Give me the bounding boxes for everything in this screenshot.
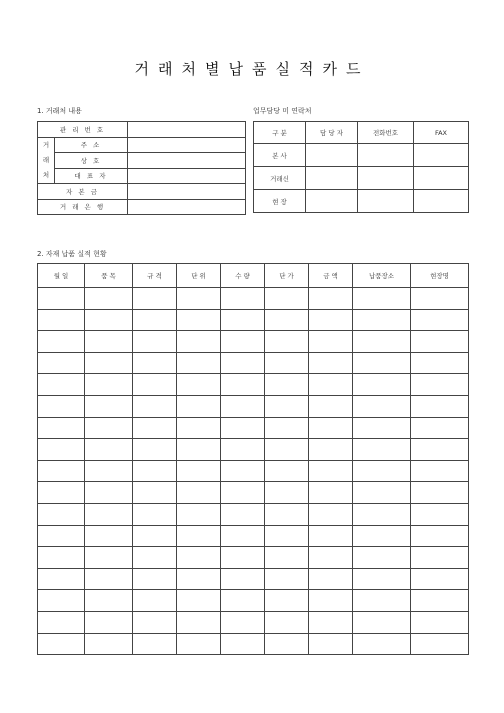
table-cell[interactable] — [85, 482, 133, 504]
table-cell[interactable] — [133, 525, 177, 547]
table-cell[interactable] — [309, 568, 353, 590]
table-cell[interactable] — [411, 417, 469, 439]
table-cell[interactable] — [411, 288, 469, 310]
delivery-header-cell: 단 위 — [177, 264, 221, 288]
section-1-label: 1. 거래처 내용 — [37, 107, 82, 115]
table-cell[interactable] — [177, 460, 221, 482]
table-cell[interactable] — [221, 331, 265, 353]
table-cell[interactable] — [85, 590, 133, 612]
table-cell[interactable] — [265, 352, 309, 374]
table-cell[interactable] — [309, 460, 353, 482]
table-cell[interactable] — [85, 309, 133, 331]
bank-value[interactable] — [128, 199, 246, 215]
table-cell[interactable] — [133, 547, 177, 569]
table-cell[interactable] — [38, 633, 85, 655]
table-cell[interactable] — [353, 611, 411, 633]
address-label: 주 소 — [55, 137, 128, 153]
table-cell[interactable] — [38, 309, 85, 331]
table-cell[interactable] — [133, 288, 177, 310]
table-cell[interactable] — [411, 352, 469, 374]
table-cell[interactable] — [133, 633, 177, 655]
contact-cell[interactable] — [414, 190, 469, 213]
table-cell[interactable] — [265, 417, 309, 439]
delivery-header-row — [38, 264, 469, 288]
table-cell[interactable] — [133, 611, 177, 633]
table-cell[interactable] — [133, 417, 177, 439]
table-cell[interactable] — [221, 568, 265, 590]
contact-cell[interactable] — [358, 190, 414, 213]
table-cell[interactable] — [85, 503, 133, 525]
company-label: 상 호 — [55, 153, 128, 169]
company-value[interactable] — [128, 153, 246, 169]
table-row — [38, 568, 469, 590]
table-cell[interactable] — [309, 309, 353, 331]
table-cell[interactable] — [411, 395, 469, 417]
table-cell[interactable] — [309, 395, 353, 417]
table-row — [38, 288, 469, 310]
table-cell[interactable] — [411, 309, 469, 331]
table-cell[interactable] — [177, 374, 221, 396]
table-cell[interactable] — [38, 590, 85, 612]
table-cell[interactable] — [265, 309, 309, 331]
table-cell[interactable] — [38, 331, 85, 353]
table-cell[interactable] — [353, 547, 411, 569]
table-cell[interactable] — [353, 395, 411, 417]
table-row — [38, 460, 469, 482]
contact-cell[interactable] — [414, 144, 469, 167]
contact-header-cell: 구 분 — [254, 122, 306, 144]
table-cell[interactable] — [309, 331, 353, 353]
table-cell[interactable] — [221, 439, 265, 461]
table-cell[interactable] — [85, 331, 133, 353]
client-group-char-1: 거 — [42, 140, 50, 149]
table-cell[interactable] — [38, 568, 85, 590]
section-2-label: 2. 자재 납품 실적 현황 — [37, 250, 107, 258]
contact-header-cell: 전화번호 — [358, 122, 414, 144]
table-cell[interactable] — [411, 568, 469, 590]
table-cell[interactable] — [221, 417, 265, 439]
table-cell[interactable] — [221, 525, 265, 547]
table-row — [38, 525, 469, 547]
delivery-body — [38, 288, 469, 655]
table-cell[interactable] — [38, 417, 85, 439]
table-cell[interactable] — [309, 417, 353, 439]
table-cell[interactable] — [38, 525, 85, 547]
contact-cell[interactable] — [306, 190, 358, 213]
table-cell[interactable] — [221, 611, 265, 633]
table-cell[interactable] — [38, 611, 85, 633]
table-cell[interactable] — [353, 590, 411, 612]
table-cell[interactable] — [411, 633, 469, 655]
table-cell[interactable] — [309, 482, 353, 504]
client-row-capital — [38, 184, 246, 200]
delivery-header-cell: 현장명 — [411, 264, 469, 288]
client-row-mgmt-no — [38, 122, 246, 138]
contact-table — [253, 121, 469, 213]
table-cell[interactable] — [85, 633, 133, 655]
table-row — [38, 395, 469, 417]
table-cell[interactable] — [411, 525, 469, 547]
table-cell[interactable] — [221, 374, 265, 396]
table-cell[interactable] — [265, 439, 309, 461]
contact-row-label: 본 사 — [254, 144, 306, 167]
table-cell[interactable] — [177, 482, 221, 504]
table-cell[interactable] — [309, 374, 353, 396]
table-cell[interactable] — [221, 633, 265, 655]
ceo-label: 대 표 자 — [55, 168, 128, 184]
table-cell[interactable] — [221, 288, 265, 310]
table-cell[interactable] — [309, 503, 353, 525]
table-cell[interactable] — [85, 568, 133, 590]
table-cell[interactable] — [353, 482, 411, 504]
ceo-value[interactable] — [128, 168, 246, 184]
table-cell[interactable] — [133, 309, 177, 331]
table-cell[interactable] — [38, 439, 85, 461]
table-cell[interactable] — [353, 503, 411, 525]
table-cell[interactable] — [265, 590, 309, 612]
table-cell[interactable] — [133, 395, 177, 417]
table-cell[interactable] — [177, 568, 221, 590]
table-row — [38, 503, 469, 525]
table-cell[interactable] — [411, 460, 469, 482]
table-cell[interactable] — [177, 439, 221, 461]
table-cell[interactable] — [411, 590, 469, 612]
table-cell[interactable] — [133, 352, 177, 374]
contact-row-client — [254, 167, 469, 190]
client-group-label — [38, 137, 55, 184]
contact-cell[interactable] — [414, 167, 469, 190]
table-cell[interactable] — [309, 288, 353, 310]
table-cell[interactable] — [177, 503, 221, 525]
table-cell[interactable] — [353, 633, 411, 655]
table-cell[interactable] — [38, 547, 85, 569]
table-cell[interactable] — [411, 503, 469, 525]
table-cell[interactable] — [309, 439, 353, 461]
table-cell[interactable] — [85, 374, 133, 396]
table-cell[interactable] — [221, 503, 265, 525]
contact-header-cell: 담 당 자 — [306, 122, 358, 144]
table-cell[interactable] — [309, 633, 353, 655]
client-row-address — [38, 137, 246, 153]
table-cell[interactable] — [265, 374, 309, 396]
client-group-char-2: 래 — [42, 155, 50, 164]
table-cell[interactable] — [177, 590, 221, 612]
table-cell[interactable] — [353, 331, 411, 353]
delivery-header-cell: 월 일 — [38, 264, 85, 288]
delivery-header-cell: 단 가 — [265, 264, 309, 288]
table-cell[interactable] — [221, 482, 265, 504]
table-cell[interactable] — [177, 309, 221, 331]
table-row — [38, 482, 469, 504]
table-cell[interactable] — [85, 417, 133, 439]
table-cell[interactable] — [38, 374, 85, 396]
table-cell[interactable] — [177, 417, 221, 439]
table-cell[interactable] — [353, 525, 411, 547]
table-cell[interactable] — [85, 439, 133, 461]
table-cell[interactable] — [265, 331, 309, 353]
contact-row-site — [254, 190, 469, 213]
table-cell[interactable] — [265, 503, 309, 525]
page-title: 거래처별납품실적카드 — [134, 60, 370, 78]
mgmt-no-label: 관 리 번 호 — [38, 122, 128, 138]
table-cell[interactable] — [265, 568, 309, 590]
client-row-bank — [38, 199, 246, 215]
table-row — [38, 309, 469, 331]
contact-cell[interactable] — [306, 144, 358, 167]
table-row — [38, 439, 469, 461]
delivery-header-cell: 품 목 — [85, 264, 133, 288]
table-cell[interactable] — [177, 633, 221, 655]
table-cell[interactable] — [85, 288, 133, 310]
table-row — [38, 590, 469, 612]
delivery-header-cell: 규 격 — [133, 264, 177, 288]
table-cell[interactable] — [133, 374, 177, 396]
table-cell[interactable] — [411, 611, 469, 633]
table-cell[interactable] — [221, 352, 265, 374]
table-row — [38, 417, 469, 439]
table-cell[interactable] — [353, 439, 411, 461]
capital-value[interactable] — [128, 184, 246, 200]
table-cell[interactable] — [411, 482, 469, 504]
client-group-char-3: 처 — [42, 170, 50, 179]
table-row — [38, 331, 469, 353]
table-cell[interactable] — [85, 525, 133, 547]
table-cell[interactable] — [309, 611, 353, 633]
table-cell[interactable] — [265, 288, 309, 310]
contact-section-label: 업무담당 미 연락처 — [253, 107, 312, 115]
contact-row-hq — [254, 144, 469, 167]
table-cell[interactable] — [221, 460, 265, 482]
table-cell[interactable] — [265, 633, 309, 655]
contact-cell[interactable] — [306, 167, 358, 190]
capital-label: 자 본 금 — [38, 184, 128, 200]
client-info-table — [37, 121, 246, 215]
table-row — [38, 547, 469, 569]
table-cell[interactable] — [265, 525, 309, 547]
table-cell[interactable] — [177, 525, 221, 547]
table-cell[interactable] — [221, 309, 265, 331]
table-cell[interactable] — [38, 395, 85, 417]
table-cell[interactable] — [353, 460, 411, 482]
table-cell[interactable] — [38, 352, 85, 374]
table-cell[interactable] — [38, 460, 85, 482]
table-row — [38, 633, 469, 655]
table-cell[interactable] — [353, 288, 411, 310]
table-row — [38, 352, 469, 374]
table-cell[interactable] — [133, 503, 177, 525]
table-cell[interactable] — [38, 503, 85, 525]
table-cell[interactable] — [85, 352, 133, 374]
table-cell[interactable] — [177, 288, 221, 310]
table-cell[interactable] — [411, 331, 469, 353]
table-cell[interactable] — [411, 374, 469, 396]
table-cell[interactable] — [353, 352, 411, 374]
table-cell[interactable] — [133, 590, 177, 612]
address-value[interactable] — [128, 137, 246, 153]
delivery-header-cell: 금 액 — [309, 264, 353, 288]
table-cell[interactable] — [265, 611, 309, 633]
table-cell[interactable] — [221, 590, 265, 612]
delivery-table — [37, 263, 469, 655]
table-cell[interactable] — [177, 395, 221, 417]
client-row-ceo — [38, 168, 246, 184]
table-cell[interactable] — [265, 547, 309, 569]
table-cell[interactable] — [133, 460, 177, 482]
delivery-header-cell: 납품장소 — [353, 264, 411, 288]
table-cell[interactable] — [353, 417, 411, 439]
contact-cell[interactable] — [358, 167, 414, 190]
mgmt-no-value[interactable] — [128, 122, 246, 138]
table-cell[interactable] — [265, 482, 309, 504]
contact-header-cell: FAX — [414, 122, 469, 144]
table-cell[interactable] — [85, 460, 133, 482]
table-cell[interactable] — [177, 611, 221, 633]
table-cell[interactable] — [353, 568, 411, 590]
table-cell[interactable] — [265, 395, 309, 417]
table-cell[interactable] — [221, 395, 265, 417]
table-cell[interactable] — [38, 482, 85, 504]
table-cell[interactable] — [353, 374, 411, 396]
table-cell[interactable] — [133, 568, 177, 590]
contact-cell[interactable] — [358, 144, 414, 167]
delivery-header-cell: 수 량 — [221, 264, 265, 288]
table-row — [38, 611, 469, 633]
table-cell[interactable] — [133, 482, 177, 504]
table-cell[interactable] — [85, 395, 133, 417]
table-cell[interactable] — [177, 352, 221, 374]
table-cell[interactable] — [309, 590, 353, 612]
contact-row-label: 현 장 — [254, 190, 306, 213]
table-cell[interactable] — [85, 547, 133, 569]
table-cell[interactable] — [309, 352, 353, 374]
table-cell[interactable] — [133, 331, 177, 353]
table-row — [38, 374, 469, 396]
table-cell[interactable] — [353, 309, 411, 331]
table-cell[interactable] — [133, 439, 177, 461]
contact-header-row — [254, 122, 469, 144]
table-cell[interactable] — [309, 547, 353, 569]
table-cell[interactable] — [177, 331, 221, 353]
contact-row-label: 거래신 — [254, 167, 306, 190]
table-cell[interactable] — [411, 439, 469, 461]
table-cell[interactable] — [265, 460, 309, 482]
table-cell[interactable] — [221, 547, 265, 569]
table-cell[interactable] — [85, 611, 133, 633]
client-row-company — [38, 153, 246, 169]
bank-label: 거 래 은 행 — [38, 199, 128, 215]
table-cell[interactable] — [38, 288, 85, 310]
table-cell[interactable] — [177, 547, 221, 569]
table-cell[interactable] — [309, 525, 353, 547]
table-cell[interactable] — [411, 547, 469, 569]
